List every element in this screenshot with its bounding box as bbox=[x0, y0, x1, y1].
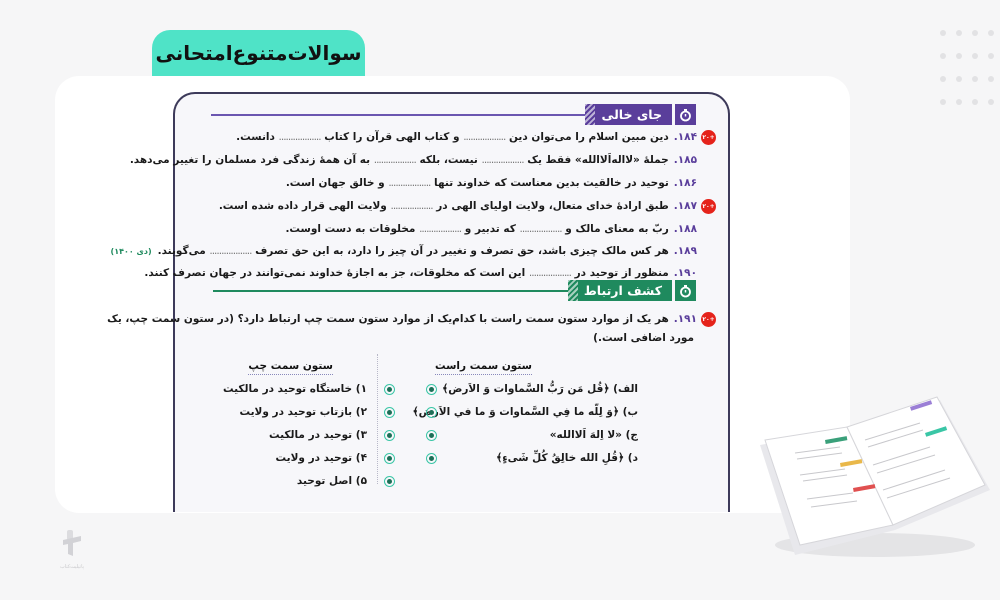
question-186: ۱۸۶. توحید در خالقیت بدین معناست که خداوند تنها .................. و خالق جهان است. bbox=[285, 177, 697, 189]
right-column-header: ستون سمت راست bbox=[435, 360, 532, 375]
right-item-d-radio[interactable] bbox=[426, 453, 437, 464]
brand-logo bbox=[52, 528, 92, 570]
blank[interactable]: .................. bbox=[388, 177, 431, 189]
stopwatch-icon bbox=[675, 104, 696, 125]
section-divider bbox=[211, 114, 585, 116]
exam-tag: (دی ۱۴۰۰) bbox=[110, 246, 152, 256]
banner-title: سوالات‌متنوع‌امتحانی bbox=[152, 30, 365, 76]
score-badge: +۲۰ bbox=[701, 130, 716, 145]
decorative-dot-grid bbox=[940, 30, 1000, 105]
score-badge: +۲۰ bbox=[701, 312, 716, 327]
blank[interactable]: .................. bbox=[209, 245, 252, 257]
open-book-illustration bbox=[745, 395, 995, 565]
blank[interactable]: .................. bbox=[519, 223, 562, 235]
section-header-matching bbox=[213, 280, 696, 301]
blank[interactable]: .................. bbox=[373, 154, 416, 166]
question-189: ۱۸۹. هر کس مالک چیزی باشد، حق تصرف و تغییر در آن چیز را دارد، به این حق تصرف .................. می‌گویند. (دی ۱۴۰۰) bbox=[110, 245, 697, 257]
logo-mark-icon bbox=[59, 528, 85, 558]
question-191: +۲۰ ۱۹۱. هر یک از موارد ستون سمت راست با کدام‌یک از موارد ستون سمت چپ ارتباط دارد؟ (در ستون سمت چپ، یک bbox=[107, 313, 715, 325]
book-page bbox=[107, 92, 730, 512]
blank[interactable]: .................. bbox=[278, 131, 321, 143]
right-item-c-radio[interactable] bbox=[426, 430, 437, 441]
question-185: ۱۸۵. جملهٔ «لااله‌اَلاالله» فقط یک .................. نیست، بلکه .................. به آن همهٔ زندگی فرد مسلمان را تغییر می‌دهد. bbox=[129, 154, 697, 166]
blank[interactable]: .................. bbox=[419, 223, 462, 235]
right-item-b: ب) ﴿وَ لِلّه ما فِي السَّماوات وَ ما في الاَرض﴾ bbox=[412, 406, 638, 418]
section-label: کشف ارتباط bbox=[568, 280, 672, 301]
blank[interactable]: .................. bbox=[481, 154, 524, 166]
left-item-4: ۴) توحید در ولایت bbox=[275, 452, 367, 464]
question-187: +۲۰ ۱۸۷. طبق ارادهٔ خدای متعال، ولایت اولیای الهی در .................. ولایت الهی قرار داده شده است. bbox=[218, 200, 715, 212]
question-184: +۲۰ ۱۸۴. دین مبین اسلام را می‌توان دین .................. و کتاب الهی قرآن را کتاب .................. دانست. bbox=[236, 131, 715, 143]
left-item-3-radio[interactable] bbox=[384, 430, 395, 441]
question-190: ۱۹۰. منظور از توحید در .................. این است که مخلوقات، جز به اجازهٔ خداوند نمی‌توانند در جهان تصرف کنند. bbox=[144, 267, 697, 279]
right-item-b-radio[interactable] bbox=[426, 407, 437, 418]
blank[interactable]: .................. bbox=[463, 131, 506, 143]
left-item-1: ۱) خاستگاه توحید در مالکیت bbox=[223, 383, 367, 395]
logo-caption: پاتیلیت‌کتاب bbox=[59, 564, 84, 570]
section-label: جای خالی bbox=[585, 104, 672, 125]
question-188: ۱۸۸. ربّ به معنای مالک و .................. که تدبیر و .................. مخلوقات به دست اوست. bbox=[285, 223, 697, 235]
right-item-a: الف) ﴿قُل مَن رَبُّ السَّماوات وَ الاَرض﴾ bbox=[442, 383, 638, 395]
left-item-2-radio[interactable] bbox=[384, 407, 395, 418]
question-191-line2: مورد اضافی است.) bbox=[593, 332, 694, 344]
score-badge: +۲۰ bbox=[701, 199, 716, 214]
section-divider bbox=[213, 290, 568, 292]
left-item-4-radio[interactable] bbox=[384, 453, 395, 464]
left-item-5: ۵) اصل توحید bbox=[296, 475, 367, 487]
right-item-c: ج) «لا اِلهَ اَلاالله» bbox=[549, 429, 638, 441]
column-divider bbox=[377, 354, 378, 484]
left-item-2: ۲) بازتاب توحید در ولایت bbox=[239, 406, 367, 418]
left-item-5-radio[interactable] bbox=[384, 476, 395, 487]
left-item-3: ۳) توحید در مالکیت bbox=[269, 429, 367, 441]
stopwatch-icon bbox=[675, 280, 696, 301]
right-item-a-radio[interactable] bbox=[426, 384, 437, 395]
section-header-fill-in-blank bbox=[211, 104, 696, 125]
left-item-1-radio[interactable] bbox=[384, 384, 395, 395]
left-column-header: ستون سمت چپ bbox=[248, 360, 333, 375]
right-item-d: د) ﴿قُلِ الله خالِقُ کُلِّ شَیءٍ﴾ bbox=[496, 452, 638, 464]
blank[interactable]: .................. bbox=[390, 200, 433, 212]
blank[interactable]: .................. bbox=[528, 267, 571, 279]
